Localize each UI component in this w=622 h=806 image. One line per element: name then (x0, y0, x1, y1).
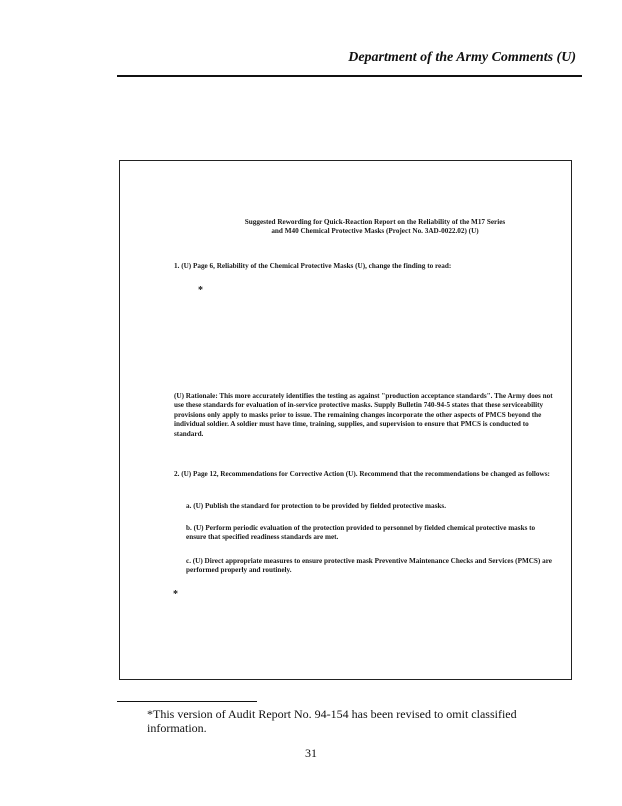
item-2c: c. (U) Direct appropriate measures to ensure protective mask Preventive Maintenance Checks and Services (PMCS) are performed properly and routinely. (186, 557, 552, 575)
item-2b: b. (U) Perform periodic evaluation of the protection provided to personnel by fielded chemical protective masks to ensure that specified readiness standards are met. (186, 524, 536, 542)
item-2: 2. (U) Page 12, Recommendations for Corrective Action (U). Recommend that the recommendations be changed as follows: (174, 470, 550, 478)
enclosure-subject (200, 218, 550, 237)
item-2a: a. (U) Publish the standard for protection to be provided by fielded protective masks. (186, 502, 447, 510)
page-header-title: Department of the Army Comments (U) (348, 50, 576, 65)
asterisk-marker-2: * (173, 589, 178, 600)
asterisk-marker-1: * (198, 285, 203, 296)
footnote-rule (117, 701, 257, 702)
subject-line-1: Suggested Rewording for Quick-Reaction Report on the Reliability of the M17 Series (244, 218, 506, 226)
page-number: 31 (305, 746, 317, 760)
footnote: *This version of Audit Report No. 94-154 has been revised to omit classified information. (147, 707, 517, 735)
subject-line-2: and M40 Chemical Protective Masks (Project No. 3AD-0022.02) (U) (271, 227, 479, 236)
item-1: 1. (U) Page 6, Reliability of the Chemical Protective Masks (U), change the finding to read: (174, 262, 452, 270)
rationale-paragraph: (U) Rationale: This more accurately identifies the testing as against "production acceptance standards". The Army does not use these standards for evaluation of in-service protective masks. Supply Bulletin 740-94-5 states that these serviceability provisions only apply to masks prior to issue. The remaining changes incorporate the other aspects of PMCS beyond the individual soldier. A soldier must have time, training, supplies, and supervision to ensure that PMCS is conducted to standard. (174, 392, 553, 438)
header-rule (117, 75, 582, 77)
